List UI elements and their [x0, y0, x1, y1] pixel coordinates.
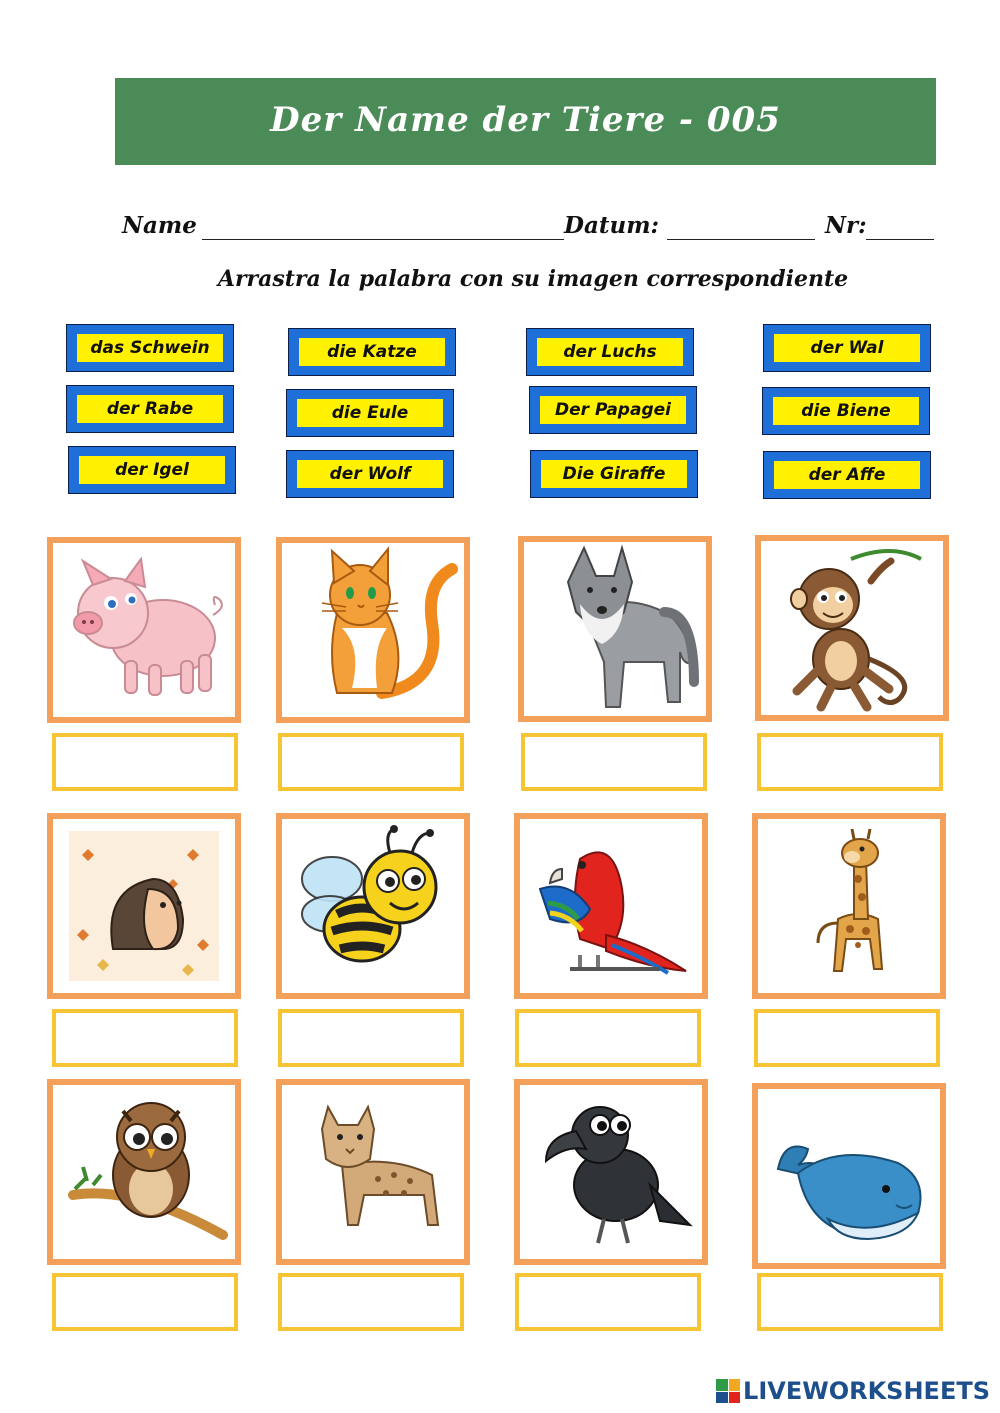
- parrot-icon: [520, 819, 702, 993]
- picture-card: [518, 536, 712, 722]
- word-card[interactable]: [526, 328, 694, 376]
- answer-box[interactable]: [754, 1009, 940, 1067]
- word-card[interactable]: [288, 328, 456, 376]
- word-label: die Biene: [773, 397, 919, 425]
- liveworksheets-logo-icon: [716, 1379, 740, 1403]
- word-label: die Eule: [297, 399, 443, 427]
- picture-card: [47, 1079, 241, 1265]
- answer-box[interactable]: [757, 1273, 943, 1331]
- cat-icon: [282, 543, 464, 717]
- picture-card: [514, 813, 708, 999]
- student-fields: [122, 212, 937, 246]
- word-card[interactable]: [529, 386, 697, 434]
- word-label: der Affe: [774, 461, 920, 489]
- date-label: Datum:: [564, 212, 660, 239]
- picture-card: [752, 1083, 946, 1269]
- date-line[interactable]: [667, 239, 815, 240]
- giraffe-icon: [758, 819, 940, 993]
- nr-line[interactable]: [866, 239, 934, 240]
- lynx-icon: [282, 1085, 464, 1259]
- word-label: das Schwein: [77, 334, 223, 362]
- wolf-icon: [524, 542, 706, 716]
- picture-card: [47, 537, 241, 723]
- instruction-text: Arrastra la palabra con su imagen correspondiente: [217, 266, 849, 292]
- owl-icon: [53, 1085, 235, 1259]
- picture-card: [276, 1079, 470, 1265]
- word-card[interactable]: [66, 324, 234, 372]
- answer-box[interactable]: [515, 1009, 701, 1067]
- word-card[interactable]: [763, 451, 931, 499]
- hedgehog-icon: [53, 819, 235, 993]
- name-line[interactable]: [202, 239, 564, 240]
- answer-box[interactable]: [521, 733, 707, 791]
- word-label: der Luchs: [537, 338, 683, 366]
- word-card[interactable]: [762, 387, 930, 435]
- brand-name: LIVEWORKSHEETS: [743, 1377, 990, 1405]
- bee-icon: [282, 819, 464, 993]
- word-label: der Igel: [79, 456, 225, 484]
- answer-box[interactable]: [278, 1009, 464, 1067]
- word-label: der Wolf: [297, 460, 443, 488]
- word-card[interactable]: [286, 389, 454, 437]
- word-card[interactable]: [68, 446, 236, 494]
- word-label: der Wal: [774, 334, 920, 362]
- answer-box[interactable]: [52, 733, 238, 791]
- page-title: Der Name der Tiere - 005: [270, 100, 781, 140]
- answer-box[interactable]: [52, 1009, 238, 1067]
- nr-label: Nr:: [825, 212, 867, 239]
- picture-card: [755, 535, 949, 721]
- brand-footer: [716, 1376, 990, 1406]
- word-card[interactable]: [66, 385, 234, 433]
- picture-card: [752, 813, 946, 999]
- word-card[interactable]: [530, 450, 698, 498]
- monkey-icon: [761, 541, 943, 715]
- word-card[interactable]: [763, 324, 931, 372]
- word-label: Die Giraffe: [541, 460, 687, 488]
- raven-icon: [520, 1085, 702, 1259]
- answer-box[interactable]: [757, 733, 943, 791]
- answer-box[interactable]: [278, 733, 464, 791]
- picture-card: [514, 1079, 708, 1265]
- pig-icon: [53, 543, 235, 717]
- answer-box[interactable]: [278, 1273, 464, 1331]
- name-label: Name: [122, 212, 197, 239]
- title-banner: [115, 78, 936, 165]
- word-label: die Katze: [299, 338, 445, 366]
- picture-card: [276, 813, 470, 999]
- word-label: der Rabe: [77, 395, 223, 423]
- whale-icon: [758, 1089, 940, 1263]
- answer-box[interactable]: [515, 1273, 701, 1331]
- picture-card: [276, 537, 470, 723]
- word-label: Der Papagei: [540, 396, 686, 424]
- picture-card: [47, 813, 241, 999]
- answer-box[interactable]: [52, 1273, 238, 1331]
- word-card[interactable]: [286, 450, 454, 498]
